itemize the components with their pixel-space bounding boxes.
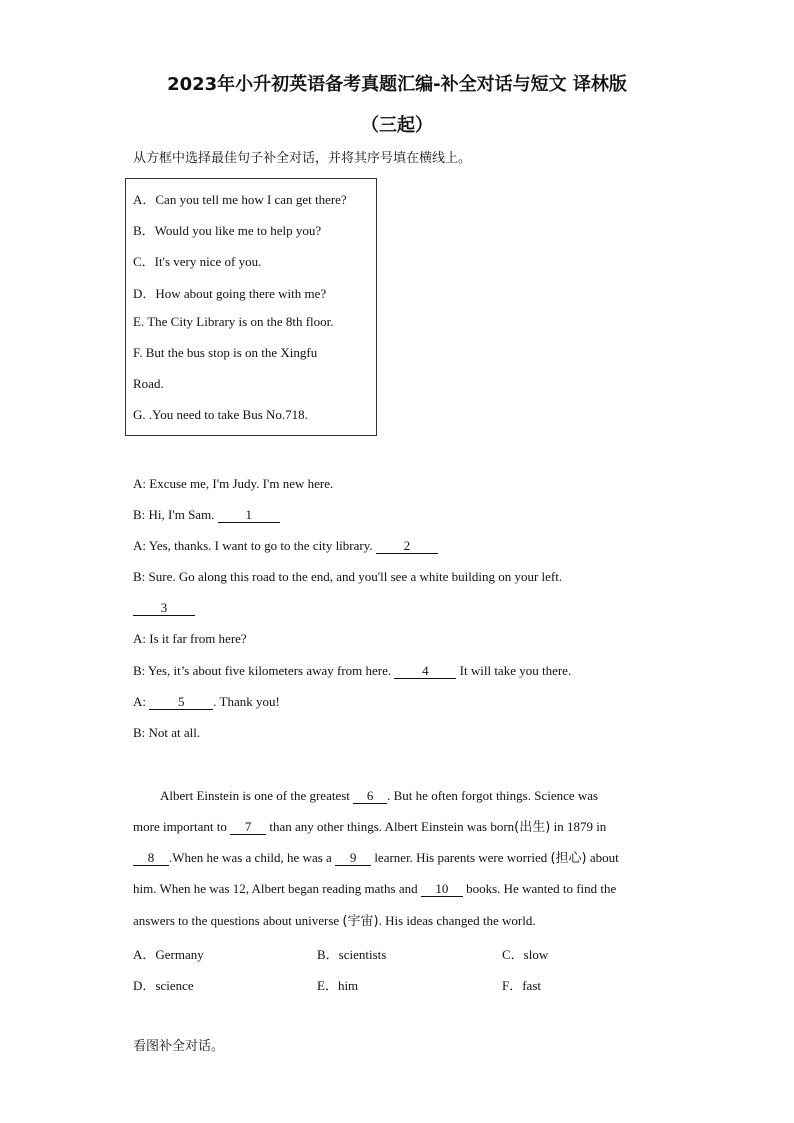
- passage-line-2-cn: (出生): [514, 820, 551, 835]
- dialogue-line-4-blank: [133, 600, 195, 616]
- document-title-line2: （三起）: [361, 115, 433, 136]
- passage-line-3: [133, 850, 619, 867]
- dialogue-line-2-text: B: Hi, I'm Sam.: [133, 507, 218, 522]
- blank-9[interactable]: 9: [335, 851, 371, 866]
- passage-line-1-end: . But he often forgot things. Science was: [387, 788, 599, 803]
- passage-line-5-text: answers to the questions about universe: [133, 913, 343, 928]
- section3-instruction: 看图补全对话。: [133, 1039, 225, 1054]
- word-option-c: C．slow: [502, 947, 549, 962]
- passage-line-3-end: about: [586, 850, 619, 865]
- passage-line-1: [160, 788, 598, 804]
- options-box: [125, 178, 377, 436]
- passage-line-5-cn: (宇宙): [342, 914, 379, 929]
- dialogue-line-6-text: B: Yes, it’s about five kilometers away from here.: [133, 663, 395, 678]
- blank-5[interactable]: 5: [149, 695, 213, 710]
- dialogue-line-1: A: Excuse me, I'm Judy. I'm new here.: [133, 476, 334, 491]
- option-a: A．Can you tell me how I can get there?: [133, 192, 347, 207]
- option-g: G. .You need to take Bus No.718.: [133, 407, 308, 422]
- dialogue-line-7-end: . Thank you!: [213, 694, 280, 709]
- passage-line-4-text: him. When he was 12, Albert began reading maths and: [133, 881, 421, 896]
- document-title-line1: 2023年小升初英语备考真题汇编-补全对话与短文 译林版: [167, 74, 627, 95]
- passage-line-5: [133, 913, 536, 930]
- passage-line-4-end: books. He wanted to find the: [462, 881, 617, 896]
- option-f-continued: Road.: [133, 376, 164, 391]
- dialogue-line-6: [133, 663, 571, 679]
- option-d: D．How about going there with me?: [133, 286, 327, 301]
- dialogue-line-3: [133, 538, 438, 554]
- dialogue-line-7: [133, 694, 280, 710]
- passage-line-2-end: in 1879 in: [550, 819, 607, 834]
- blank-1[interactable]: 1: [218, 508, 280, 523]
- dialogue-line-6-end: It will take you there.: [456, 663, 572, 678]
- word-option-a: A．Germany: [133, 947, 204, 962]
- dialogue-line-5: A: Is it far from here?: [133, 631, 247, 646]
- blank-2[interactable]: 2: [376, 539, 438, 554]
- section1-instruction: 从方框中选择最佳句子补全对话，并将其序号填在横线上。: [133, 151, 472, 166]
- word-option-d: D．science: [133, 978, 194, 993]
- passage-line-4: [133, 881, 616, 897]
- dialogue-line-3-text: A: Yes, thanks. I want to go to the city library.: [133, 538, 376, 553]
- blank-6[interactable]: 6: [353, 789, 387, 804]
- option-e: E. The City Library is on the 8th floor.: [133, 314, 334, 329]
- dialogue-line-4: B: Sure. Go along this road to the end, and you'll see a white building on your left.: [133, 569, 563, 584]
- passage-line-1-text: Albert Einstein is one of the greatest: [160, 788, 354, 803]
- option-f: F. But the bus stop is on the Xingfu: [133, 345, 318, 360]
- passage-line-3-text: .When he was a child, he was a: [169, 850, 336, 865]
- passage-line-2-text: more important to: [133, 819, 231, 834]
- passage-line-5-end: . His ideas changed the world.: [378, 913, 536, 928]
- word-option-e: E．him: [317, 978, 359, 993]
- word-option-b: B．scientists: [317, 947, 387, 962]
- dialogue-line-2: [133, 507, 280, 523]
- dialogue-line-8: B: Not at all.: [133, 725, 201, 740]
- passage-line-3-cn: (担心): [550, 851, 587, 866]
- word-option-f: F．fast: [502, 978, 542, 993]
- dialogue-line-7-text: A:: [133, 694, 150, 709]
- blank-3[interactable]: 3: [133, 601, 195, 616]
- option-c: C．It's very nice of you.: [133, 254, 262, 269]
- passage-line-2: [133, 819, 606, 836]
- blank-7[interactable]: 7: [230, 820, 266, 835]
- blank-4[interactable]: 4: [394, 664, 456, 679]
- blank-10[interactable]: 10: [421, 882, 463, 897]
- blank-8[interactable]: 8: [133, 851, 169, 866]
- passage-line-3-mid: learner. His parents were worried: [371, 850, 551, 865]
- option-b: B．Would you like me to help you?: [133, 223, 322, 238]
- passage-line-2-mid: than any other things. Albert Einstein was born: [266, 819, 515, 834]
